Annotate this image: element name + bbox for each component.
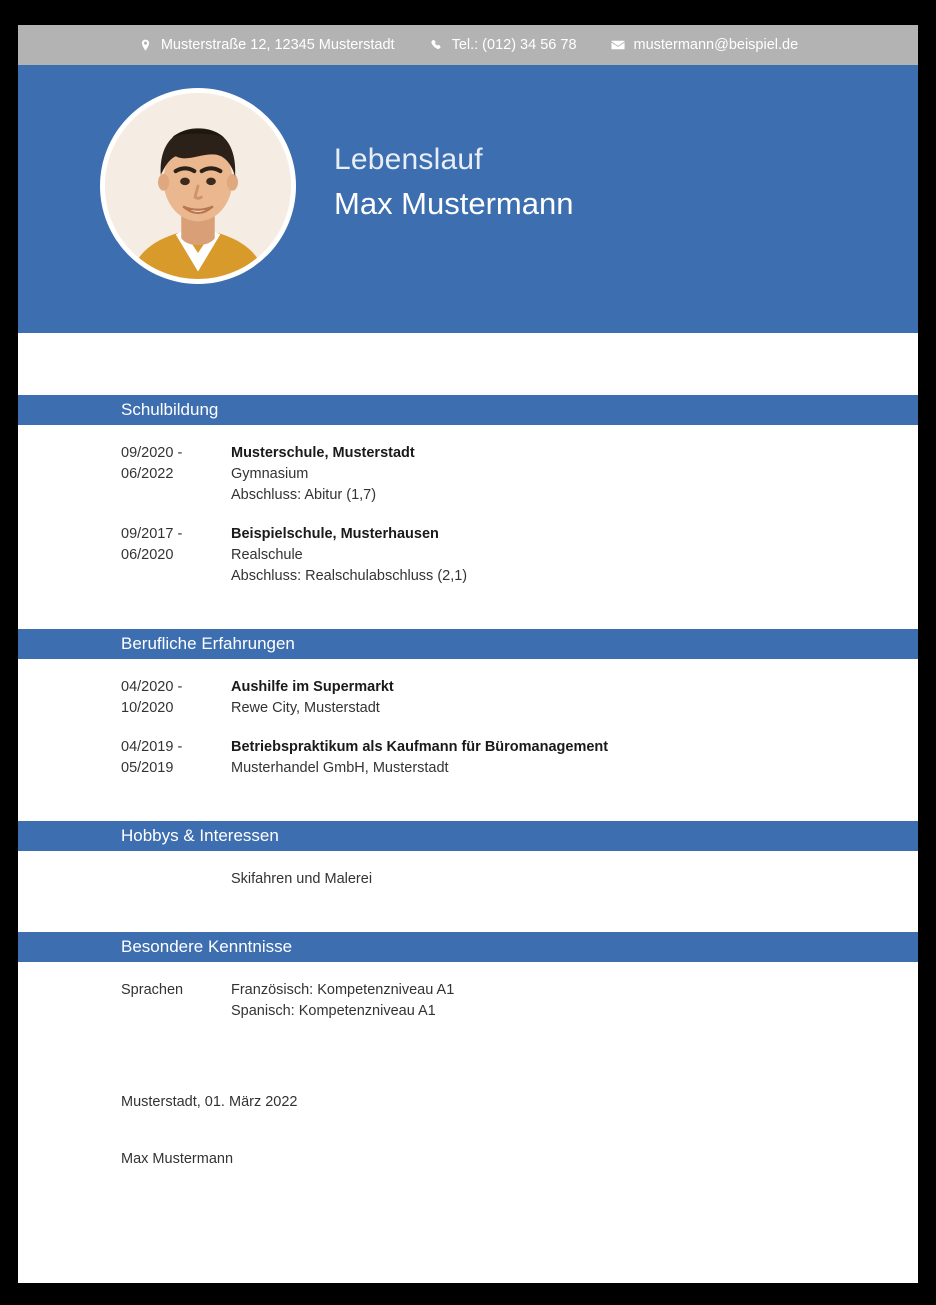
section-body-hobbys-interessen xyxy=(18,851,918,912)
section-spacer xyxy=(18,912,918,932)
entry-title: Musterschule, Musterstadt xyxy=(231,445,415,461)
section-body-besondere-kenntnisse xyxy=(18,962,918,1044)
entry-date: 04/2020 - 10/2020 xyxy=(121,679,183,717)
entry-detail xyxy=(231,524,467,587)
entry-line: Realschule xyxy=(231,547,303,564)
entry-line: Spanisch: Kompetenzniveau A1 xyxy=(231,1003,436,1020)
list-item xyxy=(18,443,918,524)
contact-address xyxy=(138,37,395,53)
list-item xyxy=(18,524,918,605)
section-body-schulbildung xyxy=(18,425,918,609)
entry-title: Beispielschule, Musterhausen xyxy=(231,526,439,543)
document-kind: Lebenslauf xyxy=(334,143,483,176)
location-pin-icon xyxy=(138,38,153,53)
entry-line: Rewe City, Musterstadt xyxy=(231,700,380,717)
section-body-berufliche-erfahrungen xyxy=(18,659,918,801)
candidate-name: Max Mustermann xyxy=(334,185,574,221)
entry-detail xyxy=(231,869,372,890)
footer-spacer xyxy=(18,1044,918,1092)
entry-date: Sprachen xyxy=(121,982,184,999)
entry-line: Skifahren und Malerei xyxy=(231,871,373,888)
entry-date: 09/2017 - 06/2020 xyxy=(121,526,183,564)
entry-detail xyxy=(231,980,454,1022)
entry-line: Gymnasium xyxy=(231,466,309,483)
header-text-block xyxy=(334,141,573,223)
entry-date: 04/2019 - 05/2019 xyxy=(121,739,183,777)
entry-date xyxy=(18,869,231,890)
signature-name: Max Mustermann xyxy=(121,1151,234,1168)
contact-phone-text: Tel.: (012) 34 56 78 xyxy=(451,37,577,53)
portrait-photo xyxy=(105,93,291,279)
section-spacer xyxy=(18,801,918,821)
section-title-besondere-kenntnisse: Besondere Kenntnisse xyxy=(18,932,918,962)
resume-document xyxy=(18,25,918,1283)
place-and-date: Musterstadt, 01. März 2022 xyxy=(121,1094,298,1111)
list-item xyxy=(18,869,918,908)
phone-icon xyxy=(429,38,444,53)
avatar xyxy=(100,88,296,284)
entry-line: Musterhandel GmbH, Musterstadt xyxy=(231,760,449,777)
contact-address-text: Musterstraße 12, 12345 Musterstadt xyxy=(160,37,395,53)
entry-line: Abschluss: Abitur (1,7) xyxy=(231,487,377,504)
signature-spacer xyxy=(18,1113,918,1149)
section-spacer xyxy=(18,609,918,629)
list-item xyxy=(18,737,918,797)
entry-date: 09/2020 - 06/2022 xyxy=(121,445,183,483)
list-item xyxy=(18,677,918,737)
contact-bar xyxy=(18,25,918,65)
entry-detail xyxy=(231,737,608,779)
document-header xyxy=(18,65,918,333)
envelope-icon xyxy=(611,38,626,53)
section-title-schulbildung: Schulbildung xyxy=(18,395,918,425)
section-title-berufliche-erfahrungen: Berufliche Erfahrungen xyxy=(18,629,918,659)
contact-email-text: mustermann@beispiel.de xyxy=(633,37,799,53)
list-item xyxy=(18,980,918,1040)
entry-line: Französisch: Kompetenzniveau A1 xyxy=(231,982,455,999)
entry-line: Abschluss: Realschulabschluss (2,1) xyxy=(231,568,468,585)
contact-email xyxy=(611,37,799,53)
entry-title: Betriebspraktikum als Kaufmann für Büromanagement xyxy=(231,739,609,756)
entry-detail xyxy=(231,677,394,719)
entry-detail xyxy=(231,443,415,506)
contact-phone xyxy=(429,37,577,53)
entry-title: Aushilfe im Supermarkt xyxy=(231,679,394,696)
header-spacer xyxy=(18,333,918,395)
section-title-hobbys-interessen: Hobbys & Interessen xyxy=(18,821,918,851)
